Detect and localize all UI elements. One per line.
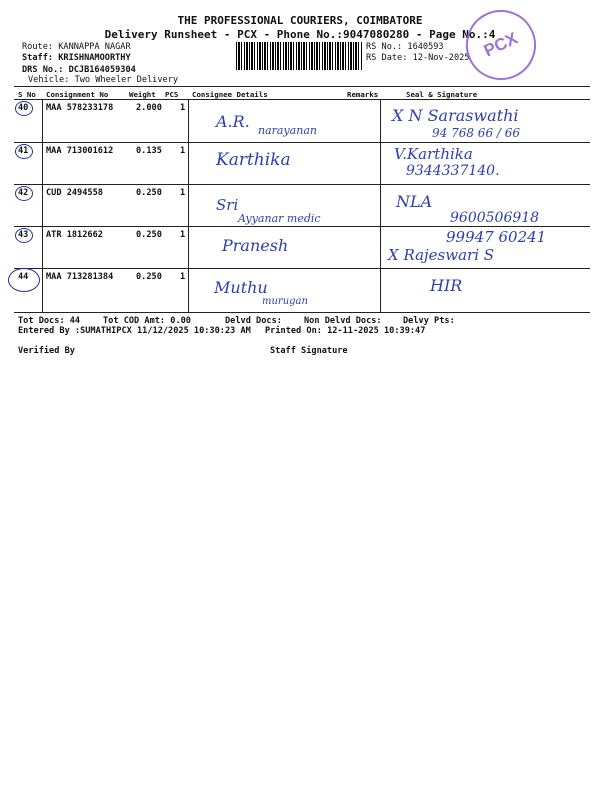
row-pcs: 1	[180, 272, 186, 282]
printed-on: Printed On: 12-11-2025 10:39:47	[265, 326, 426, 336]
verified-by: Verified By	[18, 346, 75, 356]
stamp-text: PCX	[480, 28, 521, 61]
table-bottom-rule	[14, 312, 590, 313]
seal-handwriting: 94 768 66 / 66	[432, 126, 521, 140]
col-remarks: Remarks	[347, 90, 379, 99]
seal-handwriting: HIR	[430, 276, 463, 295]
row-sno: 42	[18, 188, 29, 198]
consignee-handwriting: Sri	[216, 196, 239, 214]
col-sno: S No	[18, 90, 36, 99]
row-pcs: 1	[180, 230, 186, 240]
col-consignee: Consignee Details	[192, 90, 268, 99]
row-consignment: MAA 713281384	[46, 272, 114, 282]
consignee-handwriting: narayanan	[258, 124, 317, 137]
row-rule	[14, 142, 590, 143]
row-sno: 41	[18, 146, 29, 156]
seal-handwriting: 9344337140.	[406, 163, 500, 179]
drs-label: DRS No.: DCJB164059304	[22, 65, 136, 75]
staff-signature: Staff Signature	[270, 346, 348, 356]
row-pcs: 1	[180, 188, 186, 198]
col-pcs: PCS	[165, 90, 179, 99]
seal-handwriting: X Rajeswari S	[388, 246, 495, 264]
row-weight: 2.000	[136, 103, 162, 113]
staff-label: Staff: KRISHNAMOORTHY	[22, 53, 131, 63]
delivery-points: Delvy Pts:	[403, 316, 455, 326]
consignee-handwriting: Karthika	[216, 150, 291, 170]
consignee-handwriting: Ayyanar medic	[238, 212, 321, 225]
row-consignment: MAA 713001612	[46, 146, 114, 156]
vehicle-label: Vehicle: Two Wheeler Delivery	[28, 75, 179, 85]
total-cod: Tot COD Amt: 0.00	[103, 316, 191, 326]
row-sno: 40	[18, 103, 29, 113]
row-sno: 44	[18, 272, 29, 282]
consignee-handwriting: A.R.	[216, 112, 250, 131]
row-consignment: ATR 1812662	[46, 230, 103, 240]
col-seal: Seal & Signature	[406, 90, 478, 99]
seal-handwriting: V.Karthika	[394, 145, 473, 163]
consignee-handwriting: murugan	[262, 296, 308, 307]
barcode	[236, 42, 362, 70]
table-top-rule	[14, 86, 590, 87]
delivered-docs: Delvd Docs:	[225, 316, 282, 326]
rs-date: RS Date: 12-Nov-2025	[366, 53, 470, 63]
row-pcs: 1	[180, 103, 186, 113]
row-consignment: CUD 2494558	[46, 188, 103, 198]
non-delivered-docs: Non Delvd Docs:	[304, 316, 382, 326]
rs-number: RS No.: 1640593	[366, 42, 444, 52]
consignee-handwriting: Pranesh	[222, 236, 289, 255]
row-rule	[14, 268, 590, 269]
col-weight: Weight	[129, 90, 156, 99]
seal-handwriting: 9600506918	[450, 210, 540, 226]
col-consignment: Consignment No	[46, 90, 109, 99]
company-title: THE PROFESSIONAL COURIERS, COIMBATORE	[177, 14, 423, 27]
row-weight: 0.135	[136, 146, 162, 156]
row-sno: 43	[18, 230, 29, 240]
grid-line	[42, 99, 43, 312]
seal-handwriting: 99947 60241	[446, 228, 547, 246]
row-pcs: 1	[180, 146, 186, 156]
row-rule	[14, 184, 590, 185]
row-consignment: MAA 578233178	[46, 103, 114, 113]
seal-handwriting: X N Saraswathi	[392, 106, 519, 125]
entered-by: Entered By :SUMATHIPCX 11/12/2025 10:30:23 AM	[18, 326, 251, 336]
runsheet-title: Delivery Runsheet - PCX - Phone No.:9047080280 - Page No.:4	[104, 28, 496, 41]
consignee-handwriting: Muthu	[214, 278, 268, 297]
row-weight: 0.250	[136, 230, 162, 240]
row-weight: 0.250	[136, 272, 162, 282]
total-docs: Tot Docs: 44	[18, 316, 81, 326]
row-rule	[14, 226, 590, 227]
table-header-rule	[14, 99, 590, 100]
row-weight: 0.250	[136, 188, 162, 198]
grid-line	[188, 99, 189, 312]
grid-line	[380, 99, 381, 312]
route-label: Route: KANNAPPA NAGAR	[22, 42, 131, 52]
seal-handwriting: NLA	[396, 192, 433, 211]
